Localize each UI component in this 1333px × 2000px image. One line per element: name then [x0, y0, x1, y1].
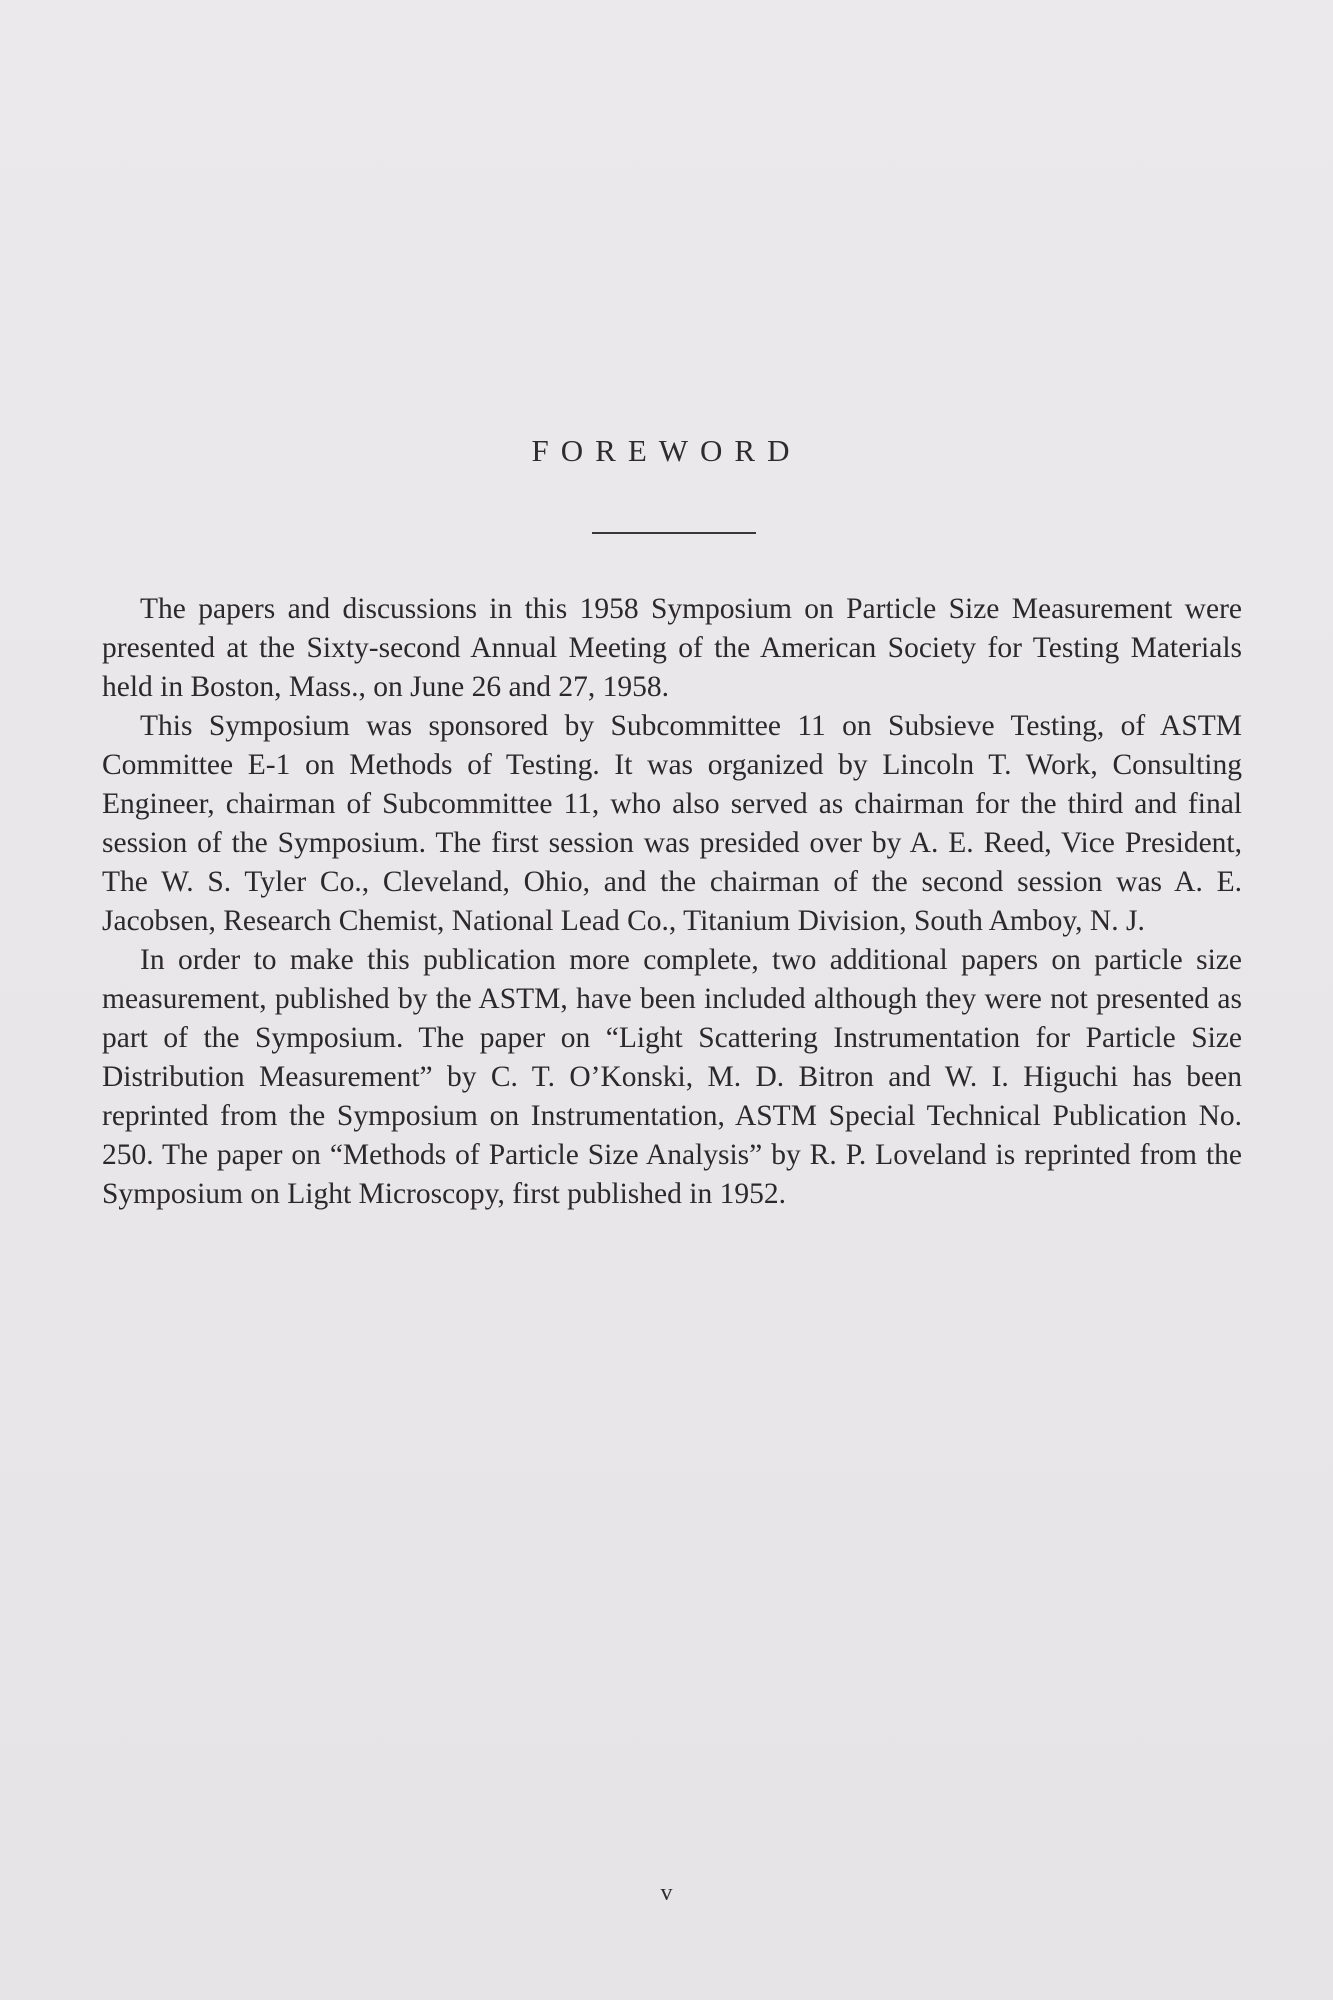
paragraph: This Symposium was sponsored by Subcommittee 11 on Subsieve Testing, of ASTM Committee E-1 on Methods of Testing. It was organized by Lincoln T. Work, Consulting Engineer, chairman of Subcommittee 11, who also served as chairman for the third and final session of the Symposium. The first session was presided over by A. E. Reed, Vice President, The W. S. Tyler Co., Cleveland, Ohio, and the chairman of the second session was A. E. Jacobsen, Research Chemist, National Lead Co., Titanium Division, South Amboy, N. J. [102, 710, 1242, 937]
title-divider [592, 532, 756, 534]
page-title: FOREWORD [531, 433, 802, 468]
paragraph: The papers and discussions in this 1958 Symposium on Particle Size Measurement were presented at the Sixty-second Annual Meeting of the American Society for Testing Materials held in Boston, Mass., on June 26 and 27, 1958. [102, 593, 1242, 703]
page-number: v [660, 1880, 673, 1906]
paragraph: In order to make this publication more complete, two additional papers on particle size measurement, published by the ASTM, have been included although they were not presented as part of the Symposium. The paper on “Light Scattering Instrumentation for Particle Size Distribution Measurement” by C. T. O’Konski, M. D. Bitron and W. I. Higuchi has been reprinted from the Symposium on Instrumentation, ASTM Special Technical Publication No. 250. The paper on “Methods of Particle Size Analysis” by R. P. Loveland is reprinted from the Symposium on Light Microscopy, first published in 1952. [102, 944, 1242, 1210]
foreword-body [102, 590, 1242, 1214]
